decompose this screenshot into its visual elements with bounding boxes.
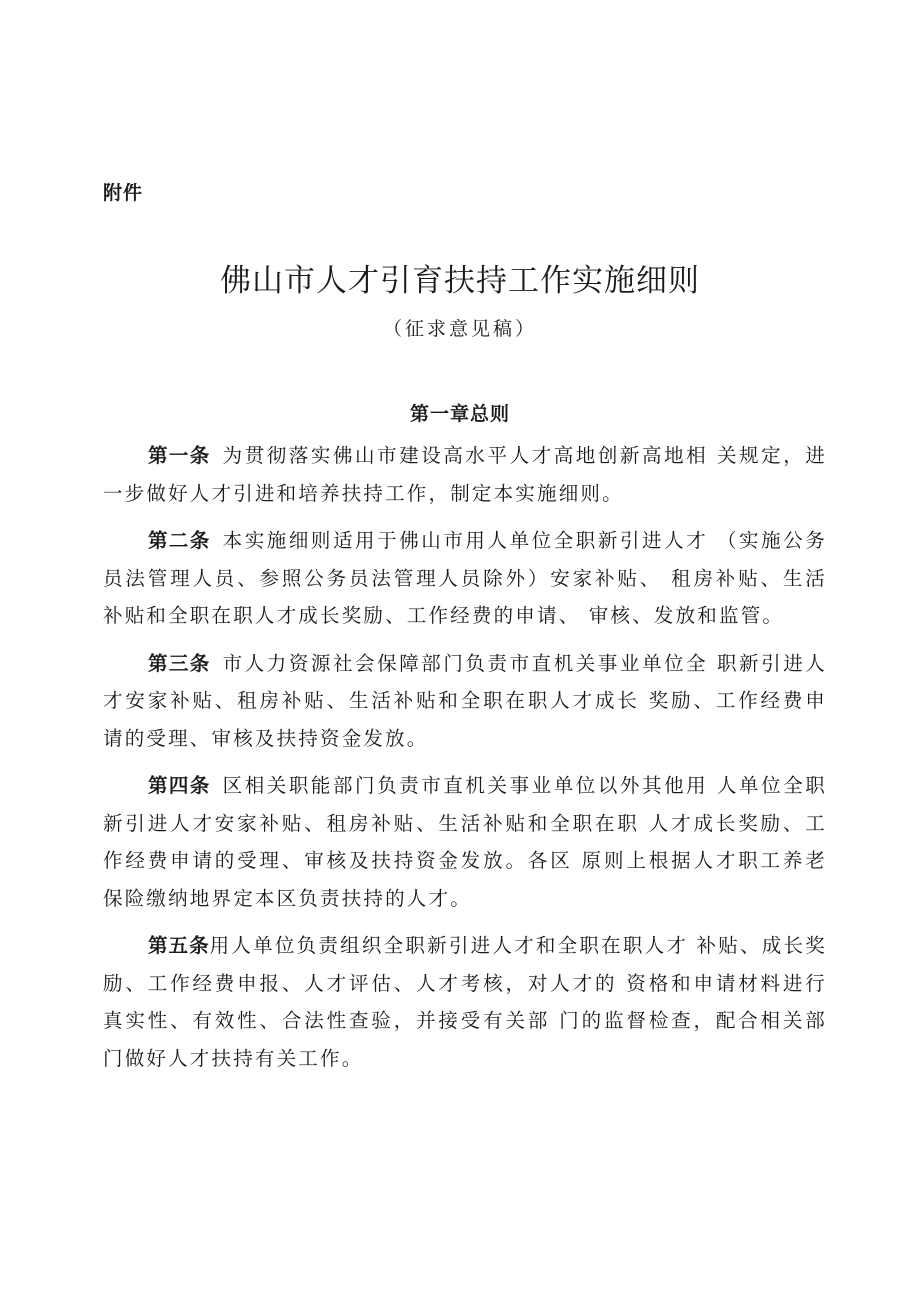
article-text: 用人单位负责组织全职新引进人才和全职在职人才 补贴、成长奖励、工作经费申报、人才评估、人才考核，对人才的 资格和申请材料进行真实性、有效性、合法性查验，并接受有关部 门的监督检查，配合相关部门做好人才扶持有关工作。 — [103, 934, 827, 1070]
article-2 — [103, 522, 827, 635]
article-text: 为贯彻落实佛山市建设高水平人才高地创新高地相 关规定，进一步做好人才引进和培养扶持工作，制定本实施细则。 — [103, 444, 827, 505]
article-3 — [103, 645, 827, 758]
article-5 — [103, 927, 827, 1077]
article-label: 第五条 — [148, 934, 210, 957]
article-label: 第二条 — [148, 529, 211, 552]
article-label: 第四条 — [148, 774, 211, 797]
attachment-label: 附件 — [103, 182, 144, 204]
document-title: 佛山市人才引育扶持工作实施细则 — [220, 263, 700, 299]
article-text: 本实施细则适用于佛山市用人单位全职新引进人才 （实施公务员法管理人员、参照公务员法管理人员除外）安家补贴、 租房补贴、生活补贴和全职在职人才成长奖励、工作经费的申请、 审核、发放和监管。 — [103, 529, 827, 627]
chapter-heading: 第一章总则 — [409, 403, 510, 425]
article-label: 第一条 — [148, 444, 211, 467]
article-text: 市人力资源社会保障部门负责市直机关事业单位全 职新引进人才安家补贴、租房补贴、生活补贴和全职在职人才成长 奖励、工作经费申请的受理、审核及扶持资金发放。 — [103, 651, 827, 750]
article-text: 区相关职能部门负责市直机关事业单位以外其他用 人单位全职新引进人才安家补贴、租房补贴、生活补贴和全职在职 人才成长奖励、工作经费申请的受理、审核及扶持资金发放。各区 原则上根据人才职工养老保险缴纳地界定本区负责扶持的人才。 — [103, 774, 827, 910]
document-subtitle: （征求意见稿） — [382, 318, 537, 340]
article-1 — [103, 437, 827, 512]
article-list — [103, 437, 827, 1087]
article-label: 第三条 — [148, 651, 211, 675]
article-4 — [103, 767, 827, 917]
